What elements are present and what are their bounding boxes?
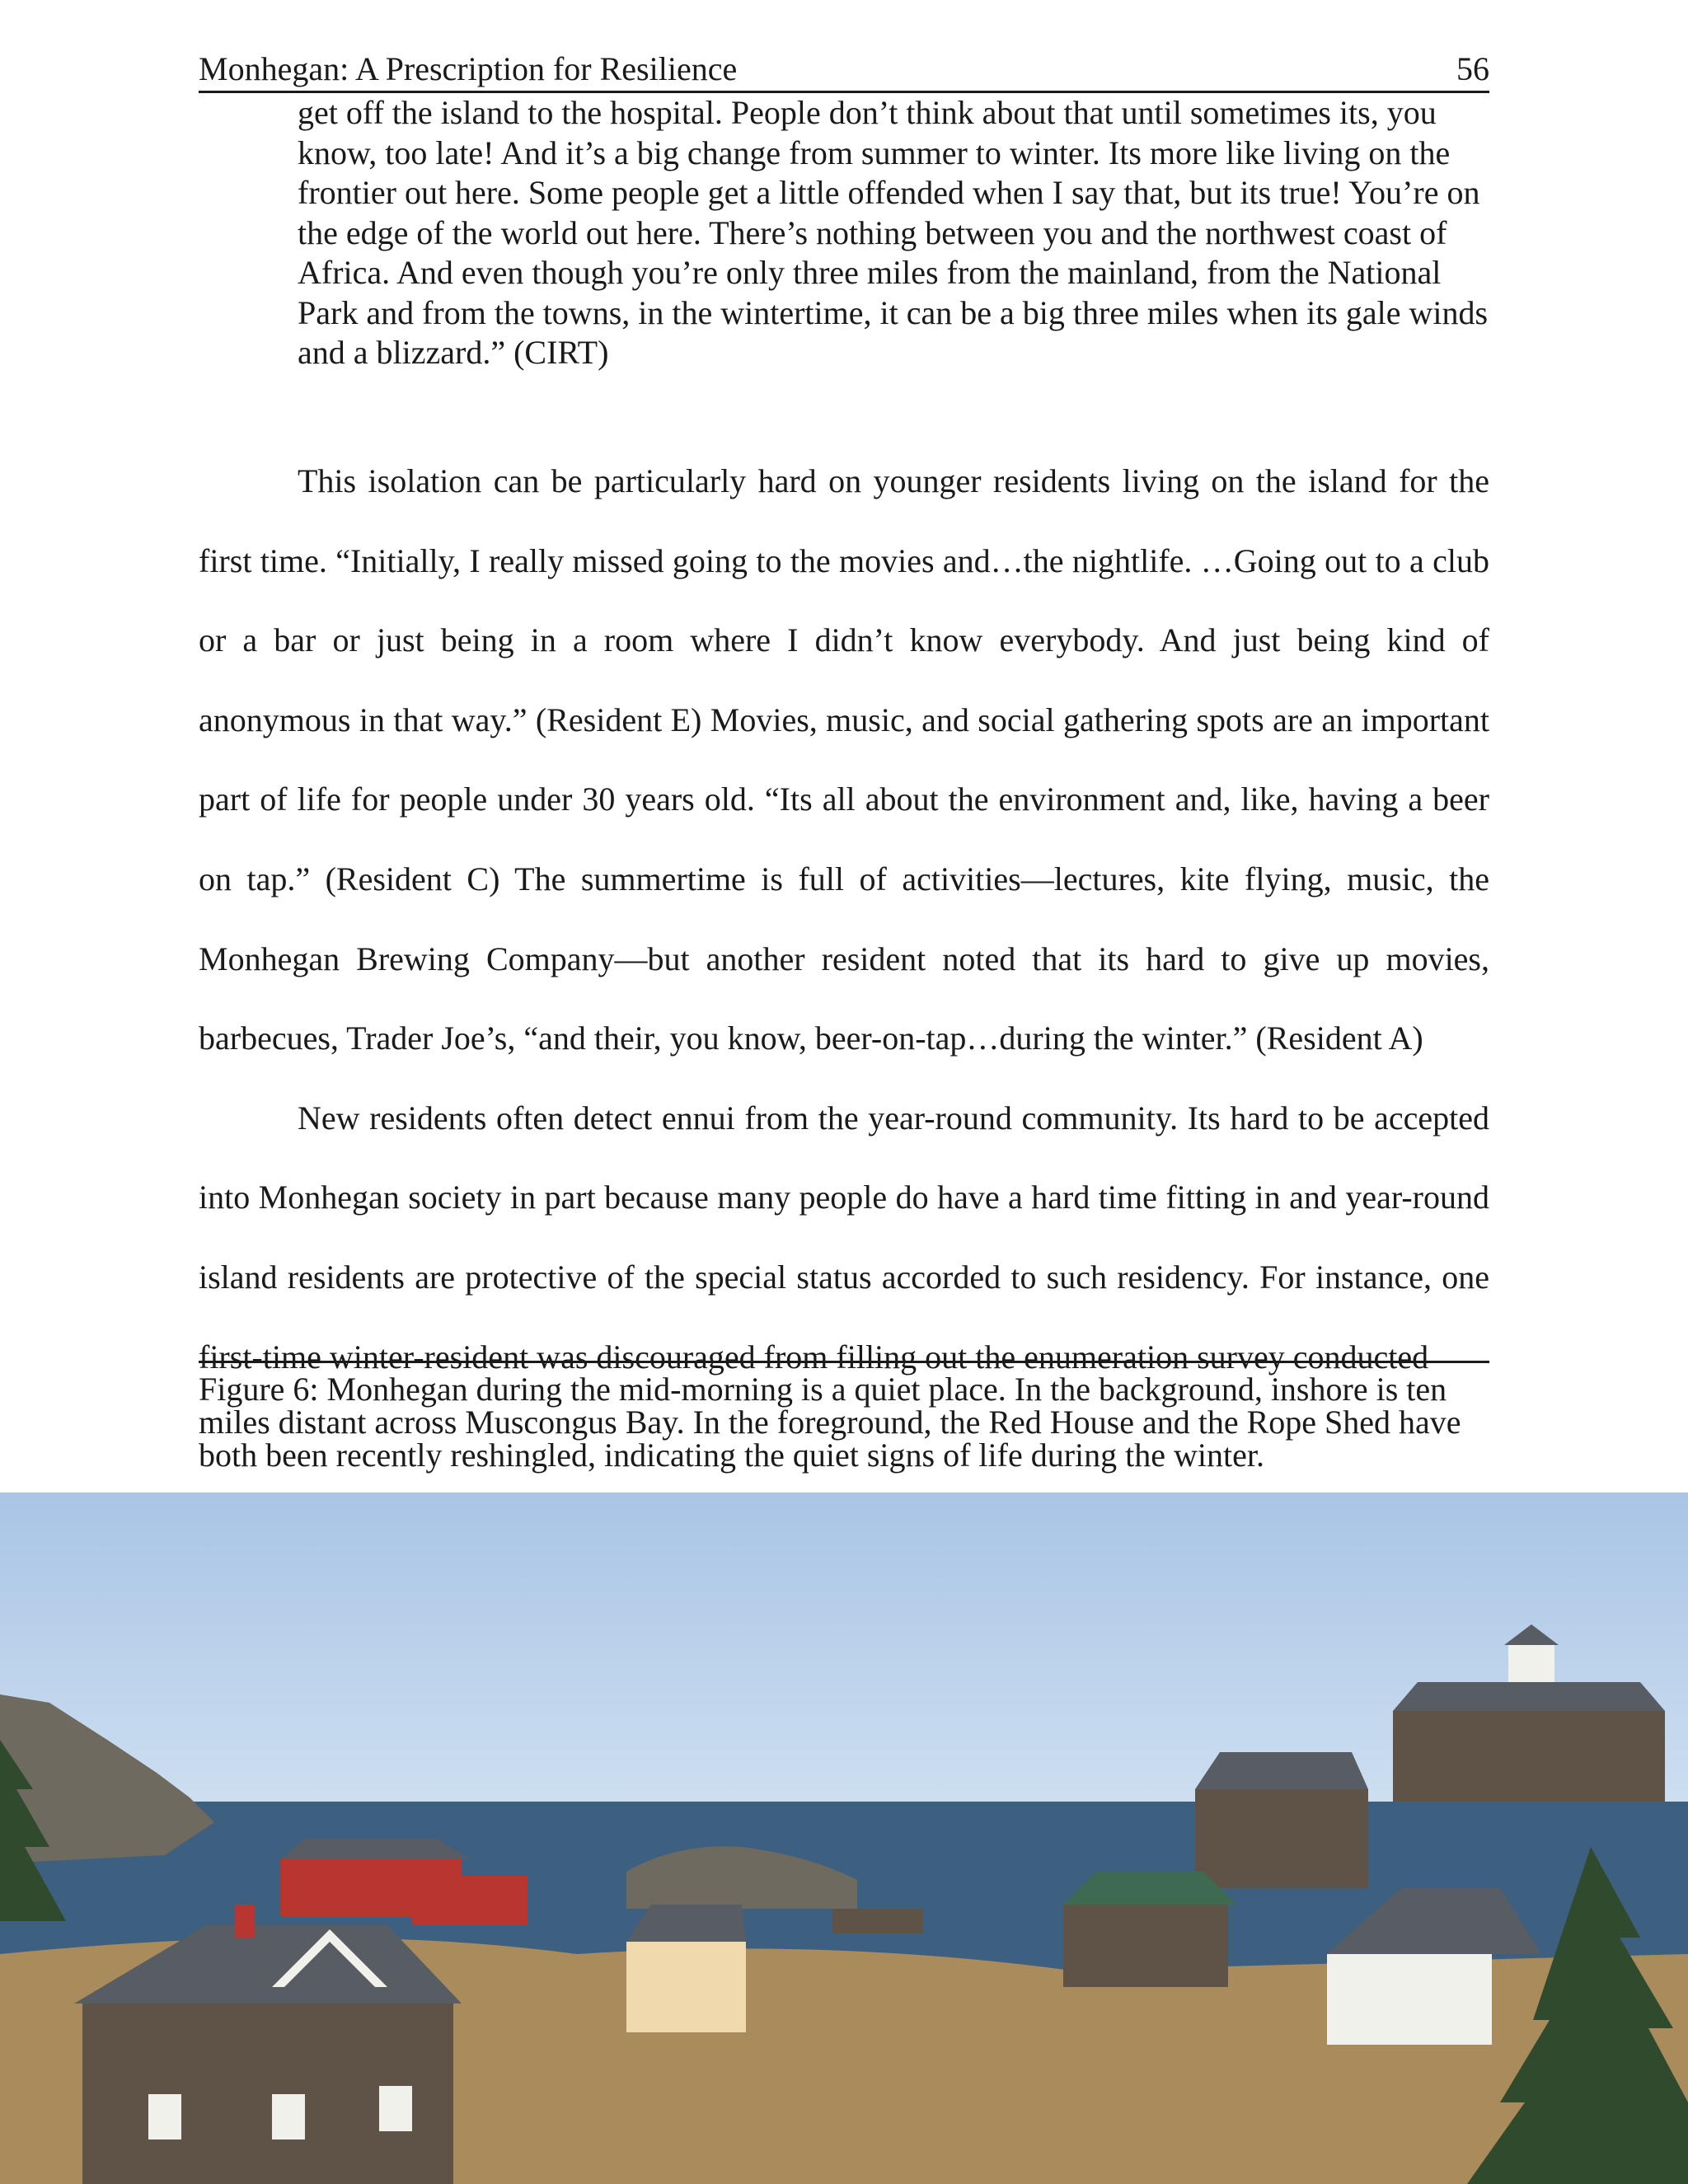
hotel-roof — [1393, 1682, 1665, 1711]
red-house-roof — [280, 1839, 470, 1859]
red-house-annex — [412, 1876, 528, 1925]
cupola — [1508, 1645, 1554, 1682]
figure-caption: Figure 6: Monhegan during the mid-morning is a quiet place. In the background, inshore is ten miles distant across Muscongus Bay. In the foreground, the Red House and the Rope Shed have both been recently reshingled, indicating the quiet signs of life during the winter. — [199, 1371, 1461, 1474]
body-paragraph: New residents often detect ennui from the year-round community. Its hard to be accepted into Monhegan society in part because many people do have a hard time fitting in and year-round island residents are protective of the special status accorded to such residency. For instance, one first-time winter-resident was discouraged from filling out the enumeration survey conducted — [199, 1099, 1489, 1376]
body-text — [199, 442, 1489, 1397]
figure-photo — [0, 1493, 1688, 2184]
window — [272, 2094, 305, 2139]
window — [379, 2086, 412, 2131]
running-title: Monhegan: A Prescription for Resilience — [199, 50, 738, 87]
dock — [832, 1909, 923, 1933]
chimney — [235, 1905, 255, 1938]
block-quote — [298, 93, 1489, 373]
gray-house — [1195, 1789, 1368, 1888]
gray-house-roof — [1195, 1752, 1368, 1789]
island-village-photo — [0, 1493, 1688, 2184]
block-quote-text: get off the island to the hospital. People don’t think about that until sometimes its, you know, too late! And it’s a big change from summer to winter. Its more like living on the frontier out here. Some people get a little offended when I say that, but its true! You’re on the edge of the world out here. There’s nothing between you and the northwest coast of Africa. And even though you’re only three miles from the mainland, from the National Park and from the towns, in the wintertime, it can be a big three miles when its gale winds and a blizzard.” (CIRT) — [298, 94, 1489, 371]
figure-rule — [199, 1361, 1489, 1363]
window — [148, 2094, 181, 2139]
green-roof-house — [1063, 1905, 1228, 1987]
page-number: 56 — [1456, 50, 1489, 87]
running-header — [199, 48, 1489, 93]
rope-shed — [626, 1942, 746, 2032]
body-paragraph: This isolation can be particularly hard on younger residents living on the island for the first time. “Initially, I really missed going to the movies and…the nightlife. …Going out to a club or a bar or just being in a room where I didn’t know everybody. And just being kind of anonymous in that way.” (Resident E) Movies, music, and social gathering spots are an important part of life for people under 30 years old. “Its all about the environment and, like, having a beer on tap.” (Resident C) The summertime is full of activities—lectures, kite flying, music, the Monhegan Brewing Company—but another resident noted that its hard to give up movies, barbecues, Trader Joe’s, “and their, you know, beer-on-tap…during the winter.” (Resident A) — [199, 462, 1489, 1057]
white-house — [1327, 1954, 1492, 2045]
hotel — [1393, 1711, 1665, 1802]
